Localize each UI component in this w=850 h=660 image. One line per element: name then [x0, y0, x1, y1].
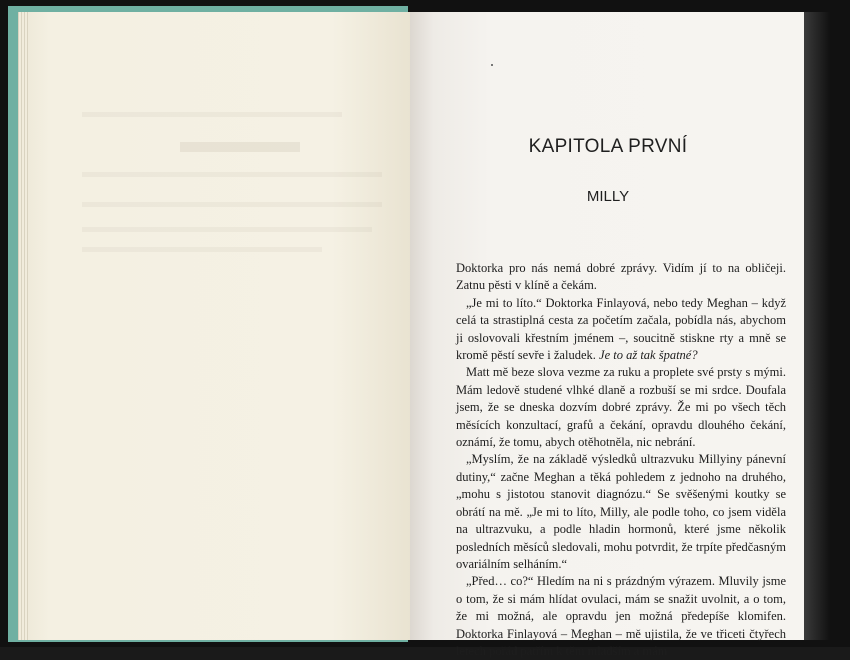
- page-edge-shadow: [804, 12, 830, 640]
- page-edges: [18, 12, 28, 640]
- chapter-heading: KAPITOLA PRVNÍ: [528, 136, 688, 157]
- show-through-line: [82, 247, 322, 252]
- show-through-line: [82, 172, 382, 177]
- show-through-heading: [180, 142, 300, 152]
- show-through-line: [82, 227, 372, 232]
- chapter-name: MILLY: [586, 188, 630, 205]
- chapter-body: [456, 260, 786, 660]
- paragraph: Doktorka pro nás nemá dobré zprávy. Vidím jí to na obličeji. Zatnu pěsti v klíně a čekám.: [456, 261, 786, 293]
- page-speck: [491, 64, 493, 66]
- italic-thought: Je to až tak špatné?: [599, 348, 698, 363]
- paragraph: „Myslím, že na základě výsledků ultrazvuku Millyiny pánevní dutiny,“ začne Meghan a těká pohledem z jednoho na druhého, „mohu s jistotou stanovit diagnózu.“ Se svěšenými koutky se obrátí na mě. „Je mi to líto, Milly, ale podle toho, co jsem viděla na ultrazvuku, a podle hladin hormonů, které jsme několik posledních měsíců sledovali, mohu potvrdit, že trpíte předčasným ovariálním selháním.“: [456, 452, 786, 571]
- paragraph: „Před… co?“ Hledím na ni s prázdným výrazem. Mluvily jsme o tom, že si mám hlídat ovulaci, mám se snažit uvolnit, a o tom, že mi možná, ale opravdu jen možná předepíše klomifen. Doktorka Finlayová – Meghan – mě ujistila, že ve třiceti čtyřech letech pořád patřím k těm mladším a mám: [456, 574, 786, 658]
- paragraph: Matt mě beze slova vezme za ruku a proplete své prsty s mými. Mám ledově studené vlhké dlaně a rozbuší se mi srdce. Doufala jsem, že se dneska dozvím dobré zprávy. Že mi po všech těch měsících konzultací, grafů a čekání, opravdu dlouhého čekání, oznámí, že tomu, abych otěhotněla, nic nebrání.: [456, 365, 786, 450]
- right-page: [410, 12, 806, 658]
- show-through-line: [82, 112, 342, 117]
- paragraph: „Je mi to líto.“ Doktorka Finlayová, nebo tedy Meghan – když celá ta strastiplná cesta za početím začala, pobídla nás, abychom ji oslovovali křestním jménem –, soucitně stiskne rty a mně se kromě pěstí sevře i žaludek. Je to až tak špatné?: [456, 295, 786, 363]
- left-page: [18, 12, 410, 640]
- show-through-line: [82, 202, 382, 207]
